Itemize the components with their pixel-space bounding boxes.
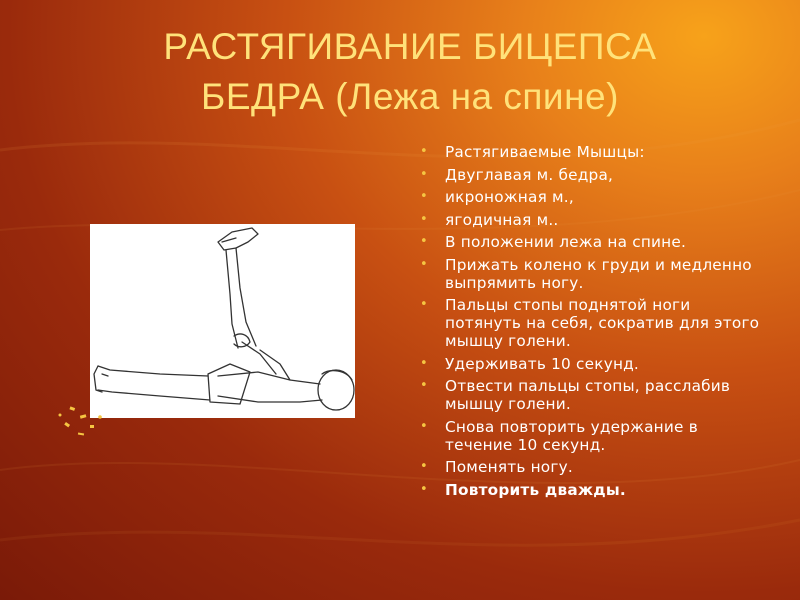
- instruction-item: [418, 166, 768, 184]
- instruction-item: [418, 377, 768, 413]
- bullet-icon: •: [420, 459, 428, 474]
- instruction-item: [418, 211, 768, 229]
- instruction-item: [418, 355, 768, 373]
- bullet-icon: •: [420, 211, 428, 227]
- instruction-item: [418, 188, 768, 206]
- instruction-text: ягодичная м..: [445, 210, 559, 229]
- instruction-item: [418, 458, 768, 476]
- instruction-text: икроножная м.,: [445, 188, 574, 206]
- slide-title-line-2: БЕДРА (Лежа на спине): [201, 76, 619, 117]
- instruction-item: [418, 143, 768, 161]
- instruction-text: Повторить дважды.: [445, 480, 626, 499]
- instruction-text: Пальцы стопы поднятой ноги потянуть на себя, сократив для этого мышцу голени.: [445, 296, 760, 350]
- instruction-text: Поменять ногу.: [445, 458, 573, 476]
- bullet-icon: •: [420, 378, 428, 393]
- bullet-icon: •: [420, 189, 428, 204]
- instruction-text: Отвести пальцы стопы, расслабив мышцу голени.: [445, 377, 731, 413]
- instruction-item: [418, 256, 768, 292]
- bullet-icon: •: [420, 481, 428, 497]
- instruction-item: [418, 296, 768, 350]
- bullet-icon: •: [420, 256, 428, 272]
- instruction-text: В положении лежа на спине.: [445, 233, 687, 251]
- instruction-item: [418, 233, 768, 251]
- slide-title: [60, 22, 760, 122]
- exercise-illustration: [90, 224, 355, 418]
- bullet-icon: •: [420, 297, 428, 312]
- instruction-list: [418, 143, 768, 503]
- instruction-text: Удерживать 10 секунд.: [445, 354, 639, 373]
- stretching-figure-drawing: [90, 224, 355, 418]
- instruction-item: [418, 481, 768, 499]
- instruction-text: Прижать колено к груди и медленно выпрямить ногу.: [445, 255, 752, 292]
- spark-decoration: [40, 395, 130, 445]
- instruction-item: [418, 418, 768, 454]
- instruction-text: Растягиваемые Мышцы:: [445, 143, 645, 161]
- bullet-icon: •: [420, 166, 428, 182]
- bullet-icon: •: [420, 355, 428, 371]
- bullet-icon: •: [420, 418, 428, 434]
- bullet-icon: •: [420, 144, 428, 159]
- slide-title-line-1: РАСТЯГИВАНИЕ БИЦЕПСА: [163, 26, 657, 67]
- bullet-icon: •: [420, 234, 428, 249]
- instruction-text: Снова повторить удержание в течение 10 секунд.: [445, 417, 698, 454]
- instruction-text: Двуглавая м. бедра,: [445, 165, 614, 184]
